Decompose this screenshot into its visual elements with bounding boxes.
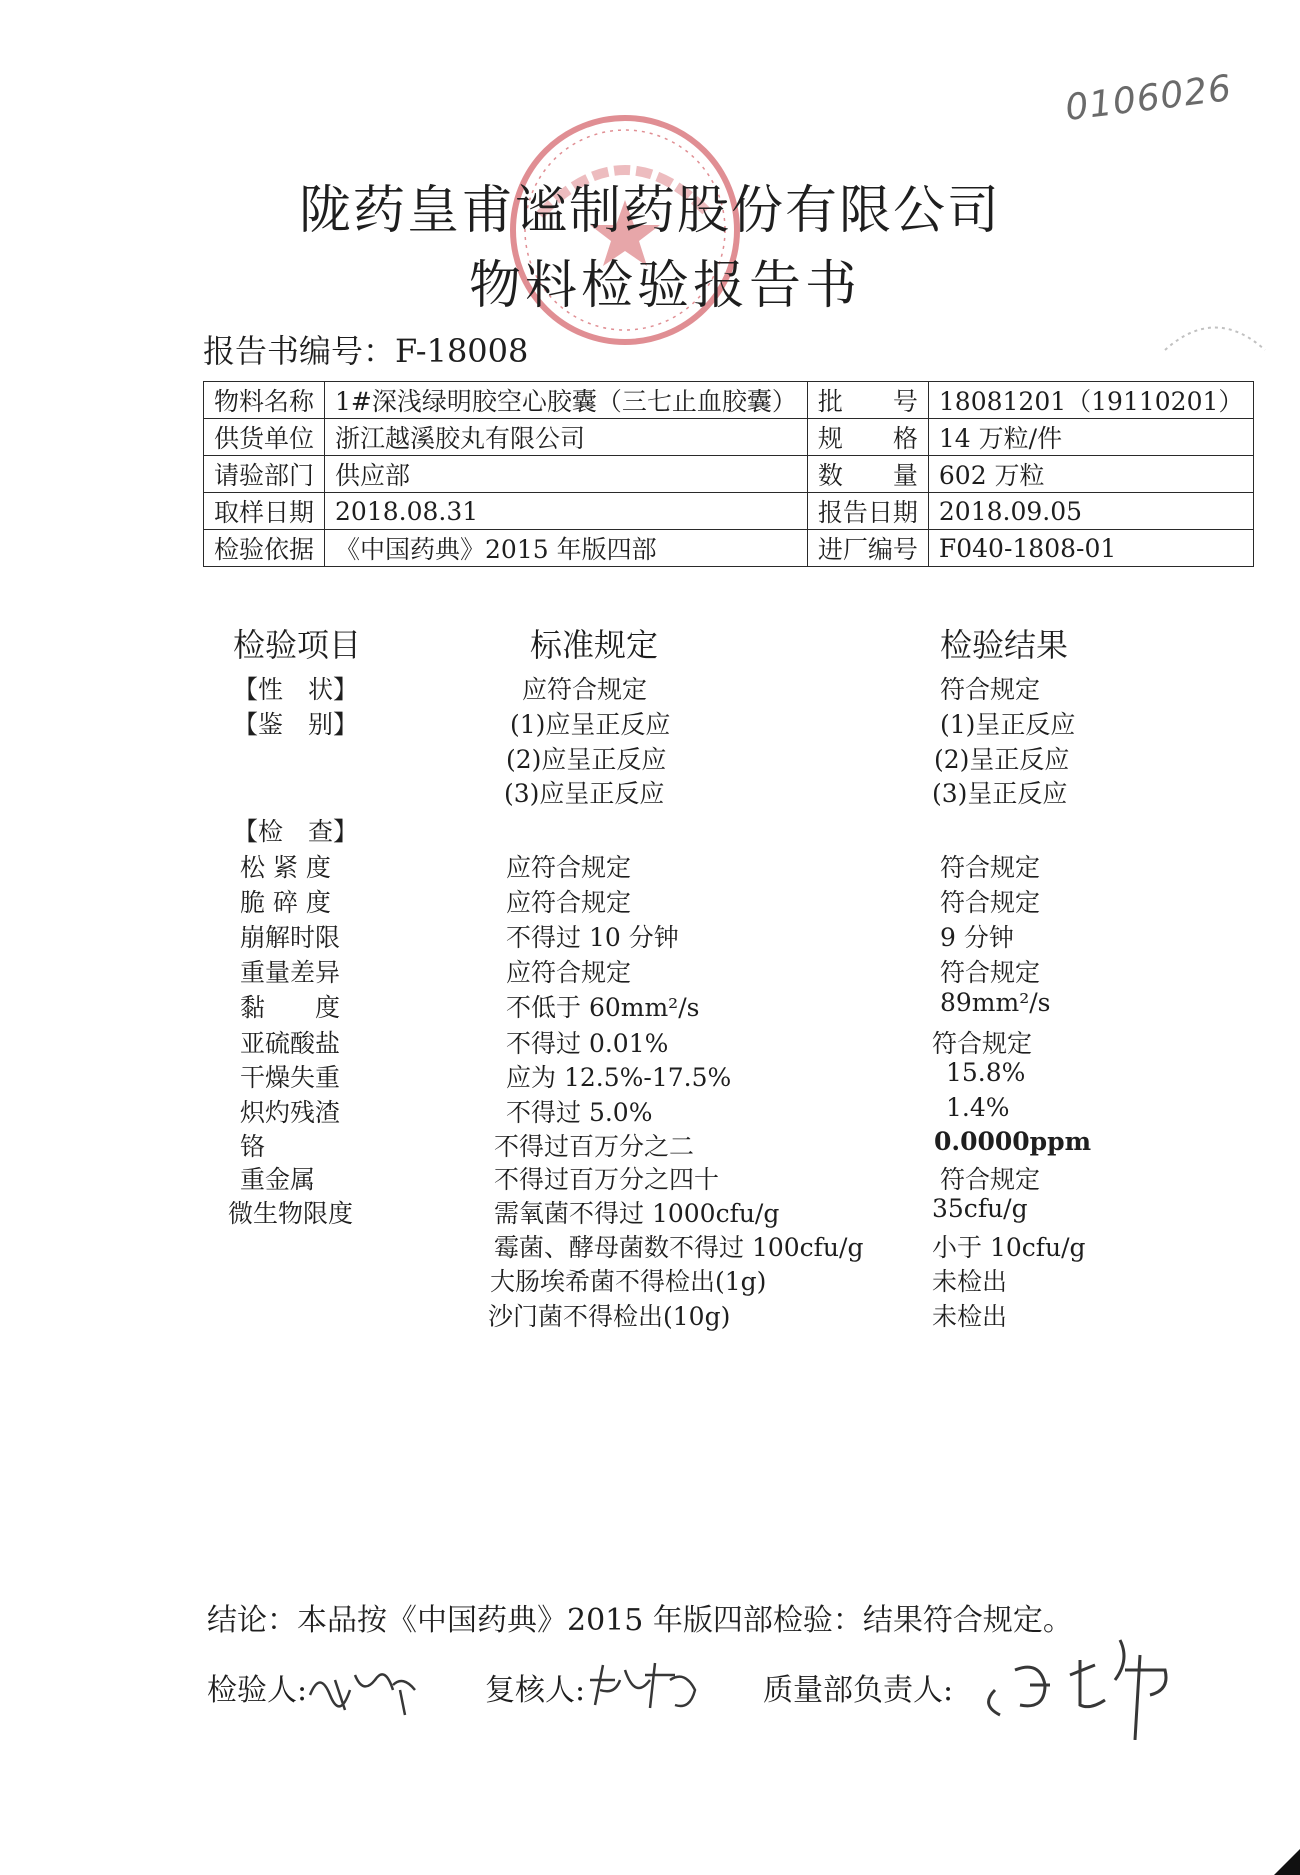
info-value: 供应部 bbox=[325, 456, 808, 493]
info-label: 供货单位 bbox=[204, 419, 325, 456]
result-item: 黏 度 bbox=[240, 993, 341, 1022]
result-standard: 应符合规定 bbox=[522, 675, 648, 704]
result-value: 符合规定 bbox=[940, 958, 1041, 987]
result-item: 干燥失重 bbox=[240, 1063, 341, 1092]
info-value: 1#深浅绿明胶空心胶囊（三七止血胶囊） bbox=[325, 382, 808, 419]
info-label: 物料名称 bbox=[204, 382, 325, 419]
info-row bbox=[204, 493, 1254, 530]
info-label: 报告日期 bbox=[807, 493, 928, 530]
result-standard: 应为 12.5%-17.5% bbox=[506, 1063, 732, 1092]
inspector-signature bbox=[305, 1660, 425, 1720]
result-standard: 不得过 0.01% bbox=[506, 1029, 669, 1058]
result-standard: 应符合规定 bbox=[506, 853, 632, 882]
result-value: 符合规定 bbox=[940, 1165, 1041, 1194]
result-value: 符合规定 bbox=[940, 675, 1041, 704]
info-label: 进厂编号 bbox=[807, 530, 928, 567]
result-standard: 不得过百万分之二 bbox=[494, 1132, 695, 1161]
result-standard: 应符合规定 bbox=[506, 958, 632, 987]
info-label: 取样日期 bbox=[204, 493, 325, 530]
result-standard: 需氧菌不得过 1000cfu/g bbox=[494, 1199, 780, 1228]
result-value: 小于 10cfu/g bbox=[932, 1233, 1086, 1262]
info-value: F040-1808-01 bbox=[928, 530, 1254, 567]
result-item: 【鉴 别】 bbox=[233, 710, 359, 739]
qa-manager-label: 质量部负责人: bbox=[763, 1673, 954, 1708]
result-item: 重量差异 bbox=[240, 958, 341, 987]
info-label: 规 格 bbox=[807, 419, 928, 456]
info-label: 批 号 bbox=[807, 382, 928, 419]
result-value: 未检出 bbox=[932, 1302, 1008, 1331]
material-info-table bbox=[203, 381, 1254, 567]
info-value: 18081201（19110201） bbox=[928, 382, 1254, 419]
result-standard: 不低于 60mm²/s bbox=[506, 993, 700, 1022]
result-standard: 应符合规定 bbox=[506, 888, 632, 917]
result-item: 脆 碎 度 bbox=[240, 888, 331, 917]
handwritten-document-number: 0106026 bbox=[1063, 67, 1235, 130]
result-value: 89mm²/s bbox=[940, 988, 1051, 1017]
result-item: 松 紧 度 bbox=[240, 853, 331, 882]
result-standard: (1)应呈正反应 bbox=[510, 710, 671, 739]
result-standard: (3)应呈正反应 bbox=[504, 779, 665, 808]
result-standard: (2)应呈正反应 bbox=[506, 745, 667, 774]
result-value: 符合规定 bbox=[940, 888, 1041, 917]
result-value: 9 分钟 bbox=[940, 923, 1014, 952]
reviewer-signature bbox=[585, 1655, 705, 1715]
info-value: 《中国药典》2015 年版四部 bbox=[325, 530, 808, 567]
result-standard: 不得过 5.0% bbox=[506, 1098, 653, 1127]
result-item: 重金属 bbox=[240, 1165, 316, 1194]
result-value: 符合规定 bbox=[940, 853, 1041, 882]
result-value: 未检出 bbox=[932, 1267, 1008, 1296]
info-value: 2018.08.31 bbox=[325, 493, 808, 530]
result-value: 0.0000ppm bbox=[934, 1127, 1092, 1156]
result-value: (1)呈正反应 bbox=[940, 710, 1076, 739]
result-item: 微生物限度 bbox=[228, 1199, 354, 1228]
info-row bbox=[204, 456, 1254, 493]
document-title: 物料检验报告书 bbox=[468, 256, 861, 316]
info-label: 数 量 bbox=[807, 456, 928, 493]
result-item: 铬 bbox=[240, 1132, 266, 1161]
result-item: 亚硫酸盐 bbox=[240, 1029, 341, 1058]
result-standard: 沙门菌不得检出(10g) bbox=[488, 1302, 731, 1331]
result-item: 崩解时限 bbox=[240, 923, 341, 952]
header-result: 检验结果 bbox=[940, 626, 1069, 664]
conclusion: 结论：本品按《中国药典》2015 年版四部检验：结果符合规定。 bbox=[207, 1603, 1073, 1638]
result-value: 15.8% bbox=[946, 1058, 1026, 1087]
result-standard: 大肠埃希菌不得检出(1g) bbox=[490, 1267, 767, 1296]
result-item: 炽灼残渣 bbox=[240, 1098, 341, 1127]
header-standard: 标准规定 bbox=[530, 626, 659, 664]
company-name: 陇药皇甫谧制药股份有限公司 bbox=[298, 181, 1001, 241]
result-value: 35cfu/g bbox=[932, 1194, 1028, 1223]
result-standard: 霉菌、酵母菌数不得过 100cfu/g bbox=[494, 1233, 864, 1262]
info-row bbox=[204, 382, 1254, 419]
info-label: 检验依据 bbox=[204, 530, 325, 567]
result-item: 【检 查】 bbox=[233, 817, 359, 846]
result-item: 【性 状】 bbox=[233, 675, 359, 704]
info-row bbox=[204, 530, 1254, 567]
header-inspection-item: 检验项目 bbox=[233, 626, 362, 664]
result-value: (2)呈正反应 bbox=[934, 745, 1070, 774]
info-value: 602 万粒 bbox=[928, 456, 1254, 493]
info-value: 14 万粒/件 bbox=[928, 419, 1254, 456]
reviewer-label: 复核人: bbox=[485, 1673, 586, 1708]
result-standard: 不得过 10 分钟 bbox=[506, 923, 679, 952]
info-value: 浙江越溪胶丸有限公司 bbox=[325, 419, 808, 456]
faint-seal-mark bbox=[1160, 310, 1270, 370]
result-value: (3)呈正反应 bbox=[932, 779, 1068, 808]
info-value: 2018.09.05 bbox=[928, 493, 1254, 530]
result-value: 符合规定 bbox=[932, 1029, 1033, 1058]
info-row bbox=[204, 419, 1254, 456]
corner-mark bbox=[1274, 1849, 1300, 1875]
result-standard: 不得过百万分之四十 bbox=[494, 1165, 720, 1194]
qa-manager-signature bbox=[975, 1630, 1185, 1740]
result-value: 1.4% bbox=[946, 1093, 1010, 1122]
report-number: 报告书编号：F-18008 bbox=[203, 332, 529, 370]
info-label: 请验部门 bbox=[204, 456, 325, 493]
inspector-label: 检验人: bbox=[207, 1673, 308, 1708]
